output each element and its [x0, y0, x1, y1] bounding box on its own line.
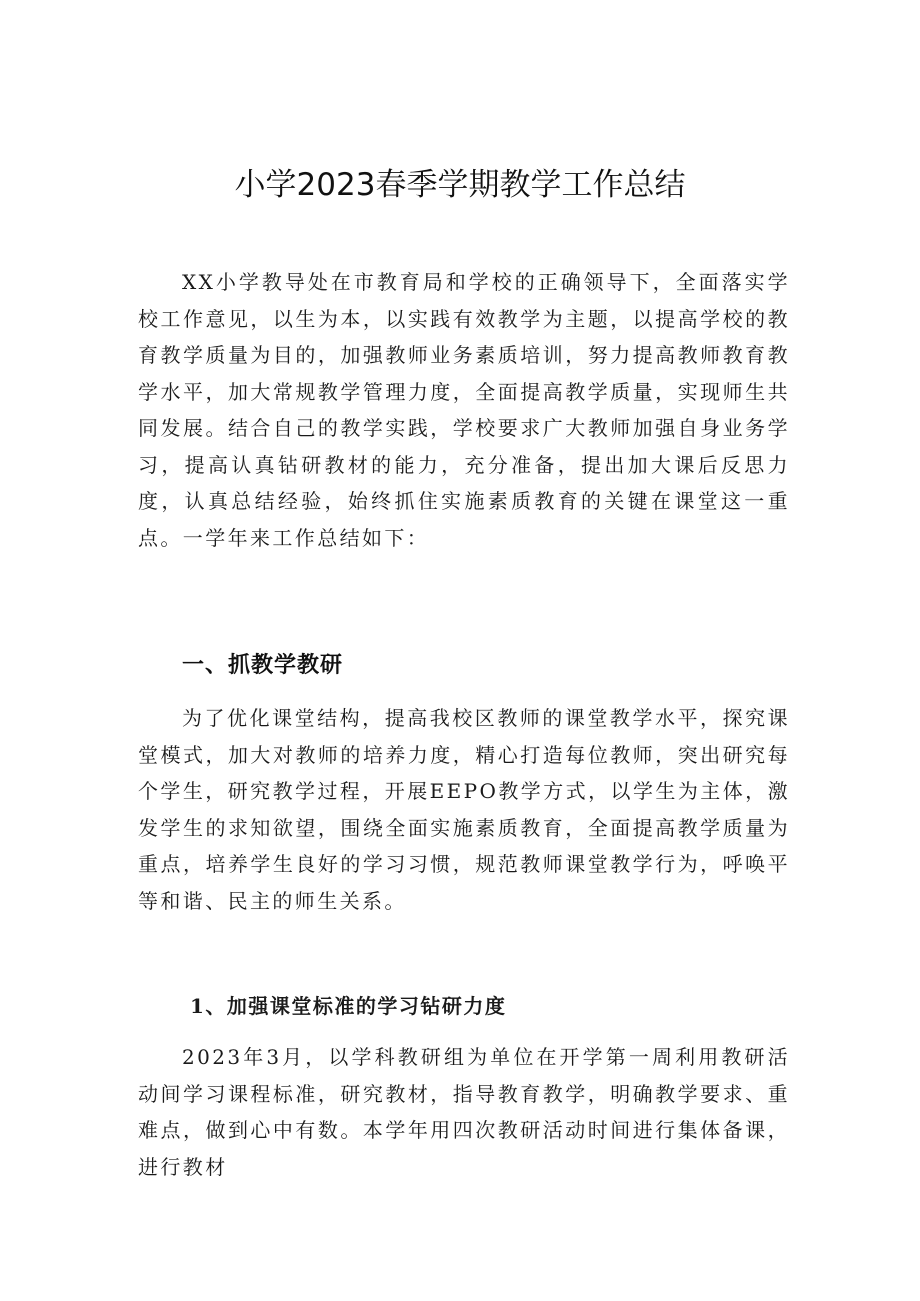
intro-paragraph: XX小学教导处在市教育局和学校的正确领导下，全面落实学校工作意见，以生为本，以实践有效教学为主题，以提高学校的教育教学质量为目的，加强教师业务素质培训，努力提高教师教育教学水平，加大常规教学管理力度，全面提高教学质量，实现师生共同发展。结合自己的教学实践，学校要求广大教师加强自身业务学习，提高认真钻研教材的能力，充分准备，提出加大课后反思力度，认真总结经验，始终抓住实施素质教育的关键在课堂这一重点。一学年来工作总结如下： [138, 270, 790, 550]
subsection-paragraph: 2023年3月，以学科教研组为单位在开学第一周利用教研活动间学习课程标准，研究教材，指导教育教学，明确教学要求、重难点，做到心中有数。本学年用四次教研活动时间进行集体备课，进行教材 [138, 1045, 790, 1179]
section-paragraph: 为了优化课堂结构，提高我校区教师的课堂教学水平，探究课堂模式，加大对教师的培养力度，精心打造每位教师，突出研究每个学生，研究教学过程，开展EEPO教学方式，以学生为主体，激发学生的求知欲望，围绕全面实施素质教育，全面提高教学质量为重点，培养学生良好的学习习惯，规范教师课堂教学行为，呼唤平等和谐、民主的师生关系。 [138, 706, 790, 913]
subsection-heading: 1、加强课堂标准的学习钻研力度 [190, 994, 507, 1018]
document-title: 小学2023春季学期教学工作总结 [234, 167, 686, 203]
section-heading: 一、抓教学教研 [182, 653, 344, 678]
